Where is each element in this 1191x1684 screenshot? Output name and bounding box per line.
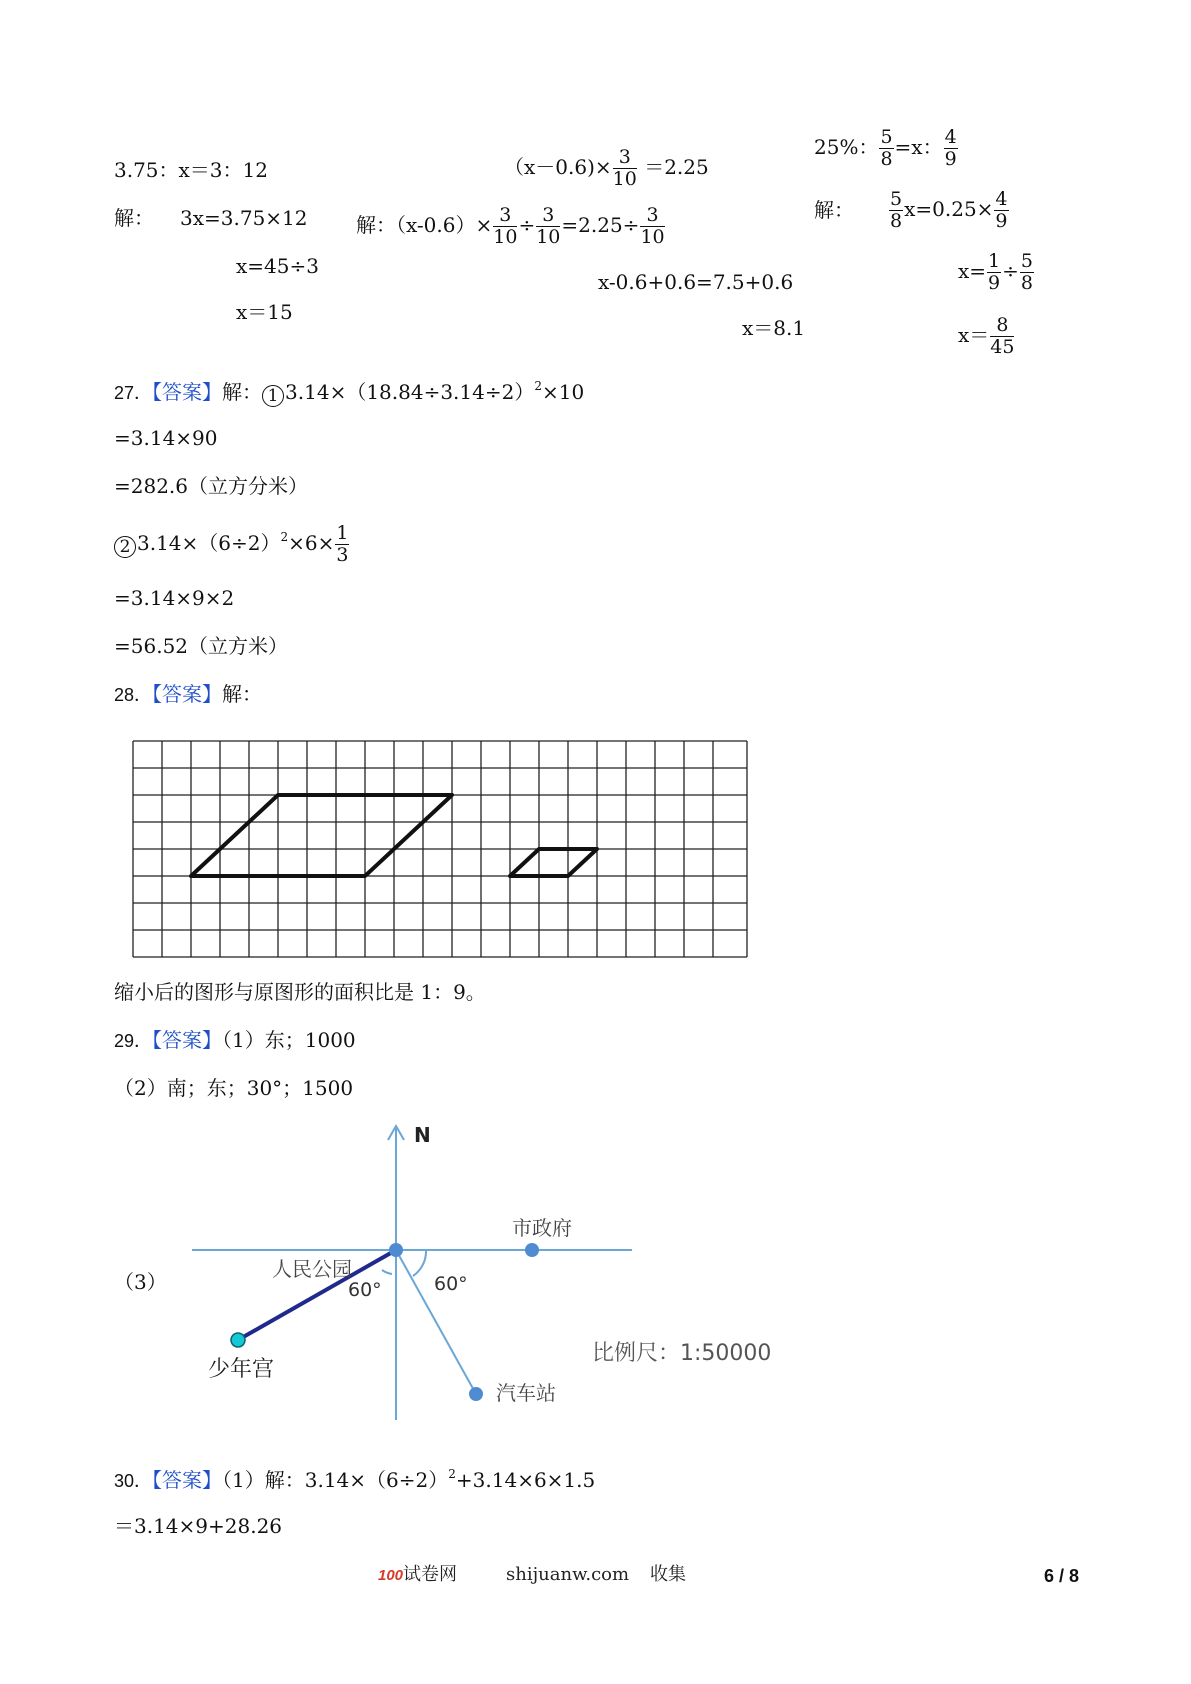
page-number: 6 / 8 [1044, 1566, 1080, 1586]
bus-station-label: 汽车站 [496, 1381, 556, 1405]
q26-col1-equation: 3.75：x＝3：12 [114, 158, 268, 182]
city-hall-label: 市政府 [512, 1216, 572, 1240]
q27-line3: =282.6（立方分米） [114, 474, 309, 498]
q29-part3-label: （3） [114, 1270, 167, 1294]
q28-grid-figure [130, 738, 750, 960]
q26-col3-equation: 25%： $\frac{5}{8}$ =x： $\frac{4}{9}$ [814, 126, 957, 170]
reduced-parallelogram [510, 849, 597, 876]
q30-line1: 30．【答案】（1）解：$3.14\times(6\div 2)^2+3.14\times 6\times 1.5$ [114, 1467, 596, 1492]
q26-col1-step1: 3x=3.75×12 [180, 206, 308, 230]
original-parallelogram [191, 795, 452, 876]
fraction: $\frac{5}{8}$ [1020, 250, 1033, 294]
site-logo: 100 [378, 1567, 404, 1584]
site-name: 试卷网 [403, 1564, 458, 1585]
q26-col3-step2: x= $\frac{1}{9}$ ÷ $\frac{5}{8}$ [958, 250, 1033, 294]
bus-station-point [469, 1387, 483, 1401]
q28-conclusion: 缩小后的图形与原图形的面积比是 1：9。 [114, 980, 486, 1004]
fraction: $\frac{4}{9}$ [944, 126, 957, 170]
circled-number: 2 [114, 536, 136, 558]
q26-col2-step2: x-0.6+0.6=7.5+0.6 [598, 270, 794, 294]
angle-left-label: 60° [348, 1279, 382, 1301]
q27-line2: =3.14×90 [114, 426, 218, 450]
fraction: $\frac{3}{10}$ [612, 146, 637, 190]
fraction: $\frac{3}{10}$ [493, 204, 518, 248]
footer-collect: 收集 [650, 1564, 686, 1585]
fraction: $\frac{3}{10}$ [640, 204, 665, 248]
fraction: $\frac{5}{8}$ [890, 188, 903, 232]
angle-arc-right [413, 1250, 426, 1276]
q26-col1-step3: x＝15 [236, 300, 293, 324]
q26-col3-step1: $\frac{5}{8}$ x=0.25× $\frac{4}{9}$ [890, 188, 1008, 232]
footer [378, 1566, 457, 1584]
q27-line5: =3.14×9×2 [114, 586, 235, 610]
answer-tag: 【答案】 [152, 1028, 223, 1052]
fraction: $\frac{3}{10}$ [536, 204, 561, 248]
q26-col1-step2: x=45÷3 [236, 254, 319, 278]
route-to-bus-station [396, 1250, 476, 1394]
q26-col3-solve-label: 解： [814, 198, 854, 222]
q27-line4: 2 $3.14\times(6\div 2)^2\times 6\times$ $\frac{1}{3}$ [114, 524, 350, 565]
north-label: N [414, 1123, 431, 1147]
park-label: 人民公园 [272, 1257, 352, 1281]
fraction: $\frac{8}{45}$ [990, 314, 1015, 358]
q26-col2-step3: x＝8.1 [742, 316, 806, 340]
q26-col1-solve-label: 解： [114, 206, 154, 230]
answer-tag: 【答案】 [152, 682, 223, 706]
q26-col2-equation: （x－0.6)× $\frac{3}{10}$ ＝2.25 [504, 146, 709, 190]
park-point [389, 1243, 403, 1257]
angle-right-label: 60° [434, 1273, 468, 1295]
q30-line2: ＝3.14×9+28.26 [114, 1514, 283, 1538]
q29-map [180, 1110, 810, 1440]
fraction: $\frac{4}{9}$ [995, 188, 1008, 232]
q26-col2-step1: 解：（x-0.6）× $\frac{3}{10}$ ÷ $\frac{3}{10}$ =2.25÷ $\frac{3}{10}$ [356, 204, 665, 248]
answer-tag: 【答案】 [152, 1468, 223, 1492]
fraction: $\frac{1}{3}$ [336, 522, 349, 566]
q27-line1: 27．【答案】解： 1 $3.14\times(18.84\div 3.14\div 2)^2\times 10$ [114, 379, 585, 406]
answer-tag: 【答案】 [152, 380, 223, 404]
q26-col3-step3: x＝ $\frac{8}{45}$ [958, 314, 1015, 358]
city-hall-point [525, 1243, 539, 1257]
q27-line6: =56.52（立方米） [114, 634, 289, 658]
palace-label: 少年宫 [208, 1357, 275, 1382]
q28-heading: 28．【答案】解： [114, 682, 263, 706]
palace-point [231, 1333, 245, 1347]
grid-lines [133, 741, 747, 957]
fraction: $\frac{1}{9}$ [988, 250, 1001, 294]
scale-label: 比例尺：1:50000 [592, 1341, 772, 1366]
q29-heading: 29．【答案】（1）东；1000 [114, 1028, 356, 1052]
footer-url[interactable]: shijuanw.com [506, 1564, 630, 1585]
fraction: $\frac{5}{8}$ [880, 126, 893, 170]
circled-number: 1 [262, 385, 284, 407]
angle-arc-left [382, 1270, 392, 1274]
q29-part2: （2）南；东；30°；1500 [114, 1076, 354, 1100]
